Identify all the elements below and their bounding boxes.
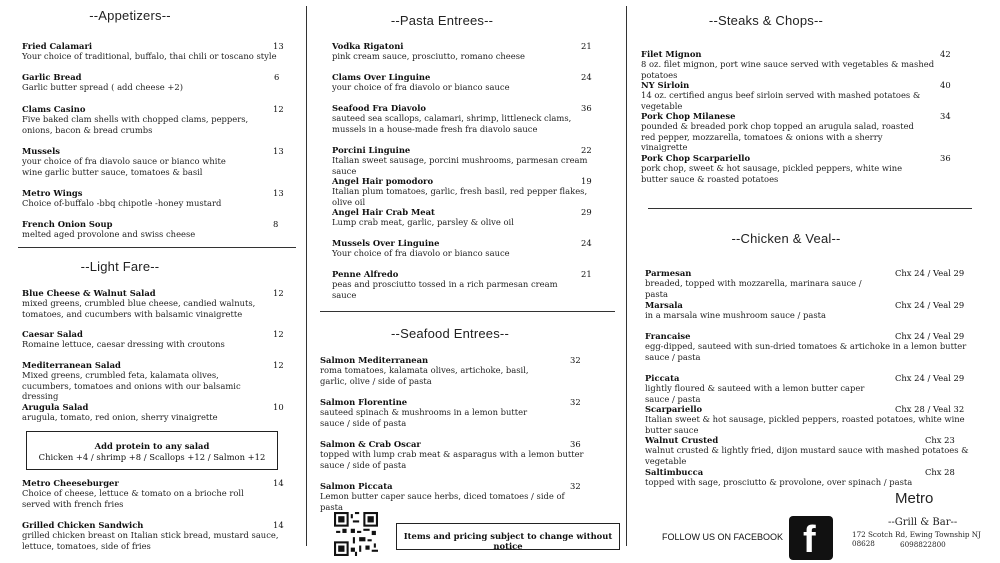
item-description: lightly floured & sauteed with a lemon butter caper sauce / pasta [645, 383, 865, 404]
menu-item [332, 103, 600, 134]
item-description: Lump crab meat, garlic, parsley & olive oil [332, 217, 514, 228]
item-description: Five baked clam shells with chopped clams, peppers, onions, bacon & bread crumbs [22, 114, 249, 135]
item-price: 24 [581, 238, 592, 248]
item-description: Garlic butter spread ( add cheese +2) [22, 82, 183, 93]
item-description: 8 oz. filet mignon, port wine sauce served with vegetables & mashed potatoes [641, 59, 935, 80]
item-description: in a marsala wine mushroom sauce / pasta [645, 310, 827, 321]
menu-item [645, 435, 971, 466]
item-price: 13 [273, 188, 284, 198]
item-name: Salmon Mediterranean [320, 355, 429, 365]
item-price: 12 [273, 104, 284, 114]
menu-item [332, 72, 582, 93]
column-divider-right [626, 6, 627, 546]
item-name: Marsala [645, 300, 683, 310]
menu-item [22, 329, 274, 350]
item-name: Piccata [645, 373, 680, 383]
item-name: Mediterranean Salad [22, 360, 121, 370]
item-price: 29 [581, 207, 592, 217]
item-price: 32 [570, 397, 581, 407]
steaks-divider [648, 208, 972, 209]
item-description: pounded & breaded pork chop topped an arugula salad, roasted red pepper, mozzarella, tomatoes & onions with a sherry vinaigrette [641, 121, 914, 153]
item-description: Choice of-buffalo -bbq chipotle -honey mustard [22, 198, 222, 209]
menu-item [645, 373, 885, 404]
item-price: 14 [273, 520, 284, 530]
item-description: melted aged provolone and swiss cheese [22, 229, 196, 240]
item-name: Blue Cheese & Walnut Salad [22, 288, 156, 298]
add-protein-prices: Chicken +4 / shrimp +8 / Scallops +12 / Salmon +12 [38, 452, 266, 462]
item-price: 19 [581, 176, 592, 186]
item-price: 13 [273, 41, 284, 51]
item-description: Your choice of traditional, buffalo, thai chili or toscano style [22, 51, 277, 62]
item-description: Italian sweet sausage, porcini mushrooms, parmesan cream sauce [332, 155, 588, 176]
phone-number: 6098822800 [900, 540, 946, 549]
brand-name: Metro [895, 490, 934, 507]
menu-item [22, 188, 280, 209]
item-description: Mixed greens, crumbled feta, kalamata olives, cucumbers, tomatoes and onions with our balsamic dressing [22, 370, 241, 402]
item-name: Arugula Salad [22, 402, 89, 412]
item-price: Chx 24 / Veal 29 [895, 331, 965, 341]
item-name: Vodka Rigatoni [332, 41, 404, 51]
add-protein-box [26, 431, 278, 470]
item-price: 32 [570, 481, 581, 491]
menu-item [22, 288, 274, 319]
item-description: Your choice of fra diavolo or bianco sauce [332, 248, 510, 259]
menu-item [332, 269, 582, 300]
item-description: grilled chicken breast on Italian stick bread, mustard sauce, lettuce, tomatoes, side of fries [22, 530, 279, 551]
pricing-notice-box [396, 523, 620, 550]
menu-item [22, 478, 266, 509]
item-price: Chx 28 [925, 467, 955, 477]
item-description: your choice of fra diavolo sauce or bianco white wine garlic butter sauce, tomatoes & basil [22, 156, 226, 177]
item-price: 21 [581, 269, 592, 279]
item-description: roma tomatoes, kalamata olives, artichoke, basil, garlic, olive / side of pasta [320, 365, 529, 386]
menu-item [22, 360, 262, 402]
item-description: peas and prosciutto tossed in a rich parmesan cream sauce [332, 279, 558, 300]
item-description: 14 oz. certified angus beef sirloin served with mashed potatoes & vegetable [641, 90, 921, 111]
item-name: Scarpariello [645, 404, 703, 414]
item-name: Saltimbucca [645, 467, 704, 477]
menu-item [641, 49, 941, 80]
item-name: Angel Hair Crab Meat [332, 207, 435, 217]
menu-item [22, 520, 290, 551]
item-name: Pork Chop Milanese [641, 111, 736, 121]
item-name: NY Sirloin [641, 80, 690, 90]
menu-item [332, 238, 582, 259]
menu-item [320, 397, 550, 428]
item-price: 24 [581, 72, 592, 82]
facebook-icon[interactable]: f [789, 516, 833, 560]
appetizers-title: --Appetizers-- [89, 8, 171, 23]
menu-item [320, 439, 590, 470]
item-price: 14 [273, 478, 284, 488]
item-name: Angel Hair pomodoro [332, 176, 434, 186]
item-price: 12 [273, 288, 284, 298]
item-name: Grilled Chicken Sandwich [22, 520, 144, 530]
item-price: 8 [273, 219, 279, 229]
item-price: Chx 24 / Veal 29 [895, 300, 965, 310]
item-description: Italian plum tomatoes, garlic, fresh basil, red pepper flakes, olive oil [332, 186, 588, 207]
item-name: Clams Over Linguine [332, 72, 431, 82]
item-description: sauteed spinach & mushrooms in a lemon butter sauce / side of pasta [320, 407, 528, 428]
address: 172 Scotch Rd, Ewing Township NJ 08628 [852, 530, 981, 548]
pasta-title: --Pasta Entrees-- [390, 13, 494, 28]
item-description: Italian sweet & hot sausage, pickled peppers, roasted potatoes, white wine butter sauce [645, 414, 965, 435]
item-price: 42 [940, 49, 951, 59]
light-fare-title: --Light Fare-- [80, 259, 160, 274]
item-price: 12 [273, 360, 284, 370]
item-price: 12 [273, 329, 284, 339]
follow-facebook-text: FOLLOW US ON FACEBOOK [662, 532, 784, 542]
item-price: 13 [273, 146, 284, 156]
item-name: Salmon Florentine [320, 397, 408, 407]
item-name: Porcini Linguine [332, 145, 411, 155]
item-description: Romaine lettuce, caesar dressing with croutons [22, 339, 225, 350]
item-name: Francaise [645, 331, 691, 341]
item-price: 32 [570, 355, 581, 365]
menu-item [332, 176, 602, 207]
menu-item [641, 80, 933, 111]
menu-item [320, 481, 570, 512]
item-price: 36 [940, 153, 951, 163]
menu-item [645, 467, 935, 488]
item-price: 6 [274, 72, 280, 82]
item-price: 36 [570, 439, 581, 449]
item-description: topped with lump crab meat & asparagus with a lemon butter sauce / side of pasta [320, 449, 584, 470]
item-description: Lemon butter caper sauce herbs, diced tomatoes / side of pasta [320, 491, 565, 512]
item-price: 10 [273, 402, 284, 412]
item-name: Pork Chop Scarpariello [641, 153, 751, 163]
item-name: Garlic Bread [22, 72, 82, 82]
item-description: Choice of cheese, lettuce & tomato on a brioche roll served with french fries [22, 488, 244, 509]
item-description: pink cream sauce, prosciutto, romano cheese [332, 51, 525, 62]
menu-item [332, 207, 582, 228]
item-price: 34 [940, 111, 951, 121]
menu-item [320, 355, 558, 386]
item-name: Penne Alfredo [332, 269, 399, 279]
item-price: 40 [940, 80, 951, 90]
item-price: 22 [581, 145, 592, 155]
item-price: Chx 24 / Veal 29 [895, 268, 965, 278]
item-description: your choice of fra diavolo or bianco sauce [332, 82, 510, 93]
menu-item [645, 300, 885, 321]
item-name: Walnut Crusted [645, 435, 719, 445]
item-name: Mussels Over Linguine [332, 238, 440, 248]
item-price: Chx 23 [925, 435, 955, 445]
item-description: arugula, tomato, red onion, sherry vinaigrette [22, 412, 218, 423]
qr-code-icon [334, 512, 378, 556]
chicken-veal-title: --Chicken & Veal-- [731, 231, 841, 246]
item-price: Chx 28 / Veal 32 [895, 404, 965, 414]
menu-item [332, 41, 582, 62]
item-name: Mussels [22, 146, 61, 156]
seafood-title: --Seafood Entrees-- [391, 326, 509, 341]
item-name: Clams Casino [22, 104, 86, 114]
item-description: egg-dipped, sauteed with sun-dried tomatoes & artichoke in a lemon butter sauce / pasta [645, 341, 967, 362]
item-description: topped with sage, prosciutto & provolone, over spinach / pasta [645, 477, 913, 488]
item-price: 21 [581, 41, 592, 51]
item-description: mixed greens, crumbled blue cheese, candied walnuts, tomatoes, and cucumbers with balsamic vinaigrette [22, 298, 256, 319]
item-name: Filet Mignon [641, 49, 702, 59]
item-description: pork chop, sweet & hot sausage, pickled peppers, white wine butter sauce & roasted potatoes [641, 163, 903, 184]
column-divider-left [306, 6, 307, 546]
item-name: Metro Cheeseburger [22, 478, 119, 488]
steaks-title: --Steaks & Chops-- [708, 13, 824, 28]
item-name: Salmon Piccata [320, 481, 393, 491]
brand-subtitle: --Grill & Bar-- [888, 517, 958, 528]
menu-item [22, 146, 236, 177]
item-description: breaded, topped with mozzarella, marinara sauce / pasta [645, 278, 862, 299]
item-name: Caesar Salad [22, 329, 83, 339]
item-price: Chx 24 / Veal 29 [895, 373, 965, 383]
menu-item [22, 41, 280, 62]
menu-item [22, 72, 280, 93]
item-name: Parmesan [645, 268, 692, 278]
menu-item [332, 145, 602, 176]
item-price: 36 [581, 103, 592, 113]
menu-item [22, 402, 274, 423]
item-description: sauteed sea scallops, calamari, shrimp, littleneck clams, mussels in a house-made fresh fra diavolo sauce [332, 113, 572, 134]
menu-item [641, 111, 917, 153]
item-name: French Onion Soup [22, 219, 113, 229]
menu-item [641, 153, 905, 184]
item-name: Fried Calamari [22, 41, 93, 51]
item-name: Metro Wings [22, 188, 83, 198]
pasta-divider [320, 311, 615, 312]
appetizers-divider [18, 247, 296, 248]
item-name: Salmon & Crab Oscar [320, 439, 421, 449]
add-protein-title: Add protein to any salad [94, 441, 210, 451]
item-description: walnut crusted & lightly fried, dijon mustard sauce with mashed potatoes & vegetable [645, 445, 969, 466]
menu-item [22, 219, 280, 240]
menu-item [645, 268, 885, 299]
menu-item [22, 104, 262, 135]
pricing-notice: Items and pricing subject to change without notice [403, 531, 613, 552]
item-name: Seafood Fra Diavolo [332, 103, 426, 113]
